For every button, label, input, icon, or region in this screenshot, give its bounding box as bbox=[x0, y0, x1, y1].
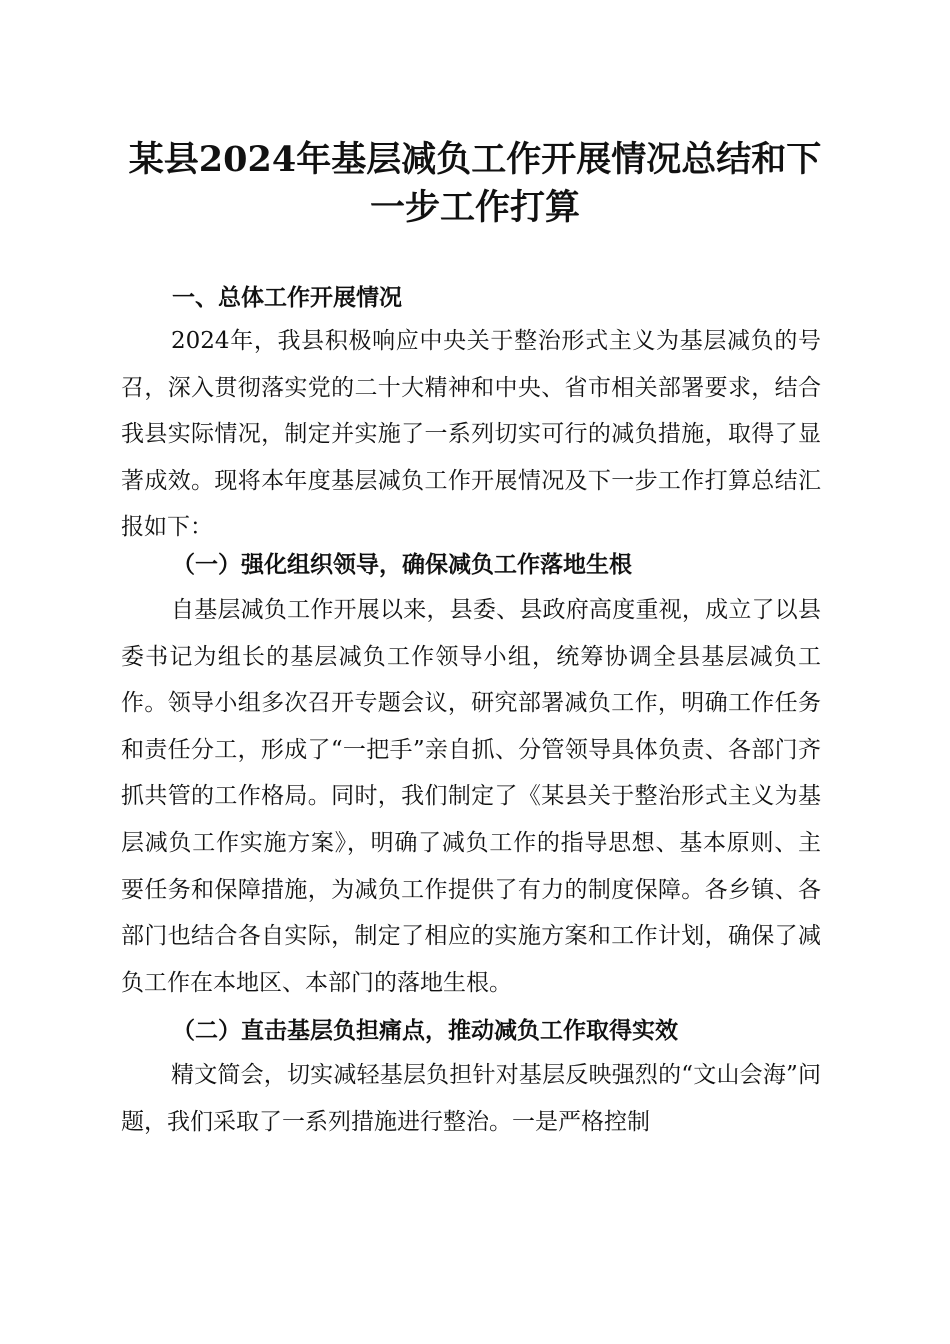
pain-points-paragraph: 精文简会，切实减轻基层负担针对基层反映强烈的“文山会海”问题，我们采取了一系列措施进行整治。一是严格控制 bbox=[121, 1062, 821, 1135]
organization-paragraph: 自基层减负工作开展以来，县委、县政府高度重视，成立了以县委书记为组长的基层减负工作领导小组，统筹协调全县基层减负工作。领导小组多次召开专题会议，研究部署减负工作，明确工作任务和责任分工，形成了“一把手”亲自抓、分管领导具体负责、各部门齐抓共管的工作格局。同时，我们制定了《某县关于整治形式主义为基层减负工作实施方案》，明确了减负工作的指导思想、基本原则、主要任务和保障措施，为减负工作提供了有力的制度保障。各乡镇、各部门也结合各自实际，制定了相应的实施方案和工作计划，确保了减负工作在本地区、本部门的落地生根。 bbox=[121, 597, 821, 996]
intro-paragraph: 2024年，我县积极响应中央关于整治形式主义为基层减负的号召，深入贯彻落实党的二十大精神和中央、省市相关部署要求，结合我县实际情况，制定并实施了一系列切实可行的减负措施，取得了显著成效。现将本年度基层减负工作开展情况及下一步工作打算总结汇报如下： bbox=[121, 328, 821, 541]
subsection-heading-organization: （一）强化组织领导，确保减负工作落地生根 bbox=[172, 551, 632, 578]
subsection-heading-pain-points: （二）直击基层负担痛点，推动减负工作取得实效 bbox=[172, 1017, 678, 1044]
document-title-line-2: 一步工作打算 bbox=[369, 187, 580, 228]
document-title-line-1: 某县2024年基层减负工作开展情况总结和下 bbox=[128, 139, 822, 180]
section-heading-overall: 一、总体工作开展情况 bbox=[172, 285, 402, 311]
